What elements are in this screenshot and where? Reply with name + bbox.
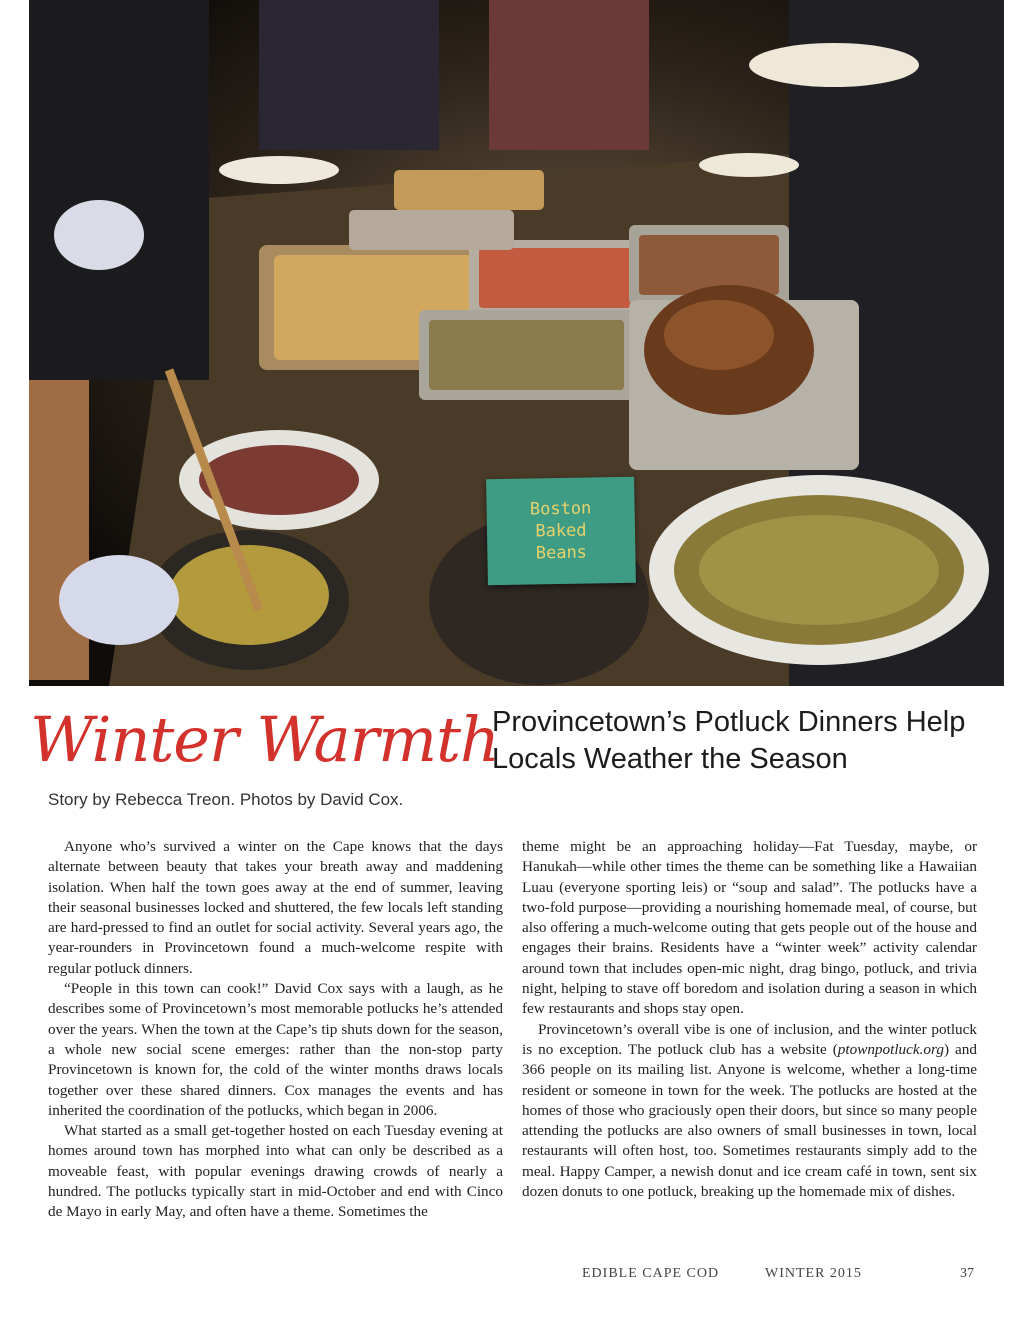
article-paragraph [522, 1020, 977, 1203]
article-title: Winter Warmth [30, 703, 499, 776]
article-paragraph: Anyone who’s survived a winter on the Cape knows that the days alternate between beauty that takes your breath away and maddening isolation. When half the town goes away at the end of summer, leaving their seasonal businesses locked and shuttered, the few locals left standing are hard-pressed to find an outlet for social activity. Several years ago, the year-rounders in Provincetown found a much-welcome respite with regular potluck dinners. [48, 838, 503, 977]
footer-magazine: EDIBLE CAPE COD [582, 1266, 720, 1281]
article-column-left [48, 837, 503, 1223]
article-column-right [522, 837, 977, 1202]
page-number: 37 [960, 1266, 974, 1281]
website-link[interactable]: ptownpotluck.org [837, 1040, 944, 1058]
article-paragraph: What started as a small get-together hosted on each Tuesday evening at homes around town has morphed into what can only be described as a moveable feast, with popular evenings drawing crowds of nearly a hundred. The potlucks typically start in mid-October and end with Cinco de Mayo in early May, and often have a theme. Sometimes the [48, 1122, 503, 1221]
article-paragraph: theme might be an approaching holiday—Fat Tuesday, maybe, or Hanukah—while other times the theme can be something like a Hawaiian Luau (everyone sporting leis) or “soup and salad”. The potlucks have a two-fold purpose—providing a nourishing homemade meal, of course, but also offering a much-welcome outing that gets people out of the house and engages their brains. Residents have a “winter week” activity calendar around town that includes open-mic night, drag bingo, potluck, and trivia night, helping to stave off boredom and isolation during a season in which few restaurants and shops stay open. [522, 838, 977, 1018]
article-subtitle: Provincetown’s Potluck Dinners Help Locals Weather the Season [492, 706, 966, 775]
footer-issue: WINTER 2015 [765, 1266, 862, 1281]
boston-baked-beans-sign: Boston Baked Beans [486, 477, 636, 586]
article-paragraph: “People in this town can cook!” David Cox says with a laugh, as he describes some of Provincetown’s most memorable potlucks he’s attended over the years. When the town at the Cape’s tip shuts down for the season, a whole new social scene emerges: rather than the non-stop party Provincetown is known for, the cold of the winter months draws locals together over these shared dinners. Cox manages the events and has inherited the coordination of the potlucks, which began in 2006. [48, 980, 503, 1119]
byline: Story by Rebecca Treon. Photos by David Cox. [48, 790, 404, 809]
paragraph-text: Provincetown’s overall vibe is one of inclusion, and the winter potluck is no exception. The potluck club has a website ( [522, 1020, 977, 1058]
hero-photo [29, 0, 1004, 686]
paragraph-text: ) and 366 people on its mailing list. Anyone is welcome, whether a long-time resident or someone in town for the week. The potlucks are hosted at the homes of those who graciously open their doors, but since so many people attending the potlucks are also owners of small businesses in town, local restaurants will often host, too. Sometimes restaurants simply add to the meal. Happy Camper, a newish donut and ice cream café in town, sent six dozen donuts to one potluck, breaking up the homemade mix of dishes. [522, 1040, 977, 1201]
